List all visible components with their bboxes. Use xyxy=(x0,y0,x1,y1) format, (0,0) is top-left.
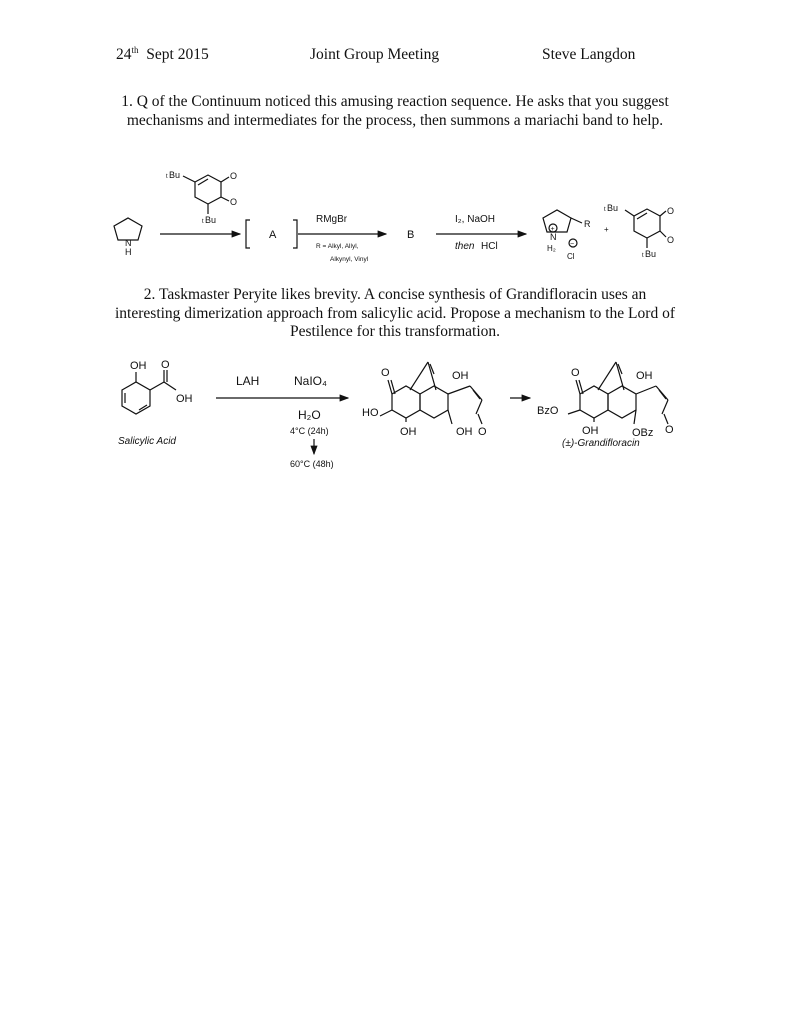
temperature-1: 4°C (24h) xyxy=(290,426,329,436)
reaction-scheme-1 xyxy=(0,160,791,280)
tbu-label-1: Bu xyxy=(169,170,181,180)
bracket-left xyxy=(246,220,250,248)
product-h2: H₂ xyxy=(547,244,556,253)
date-suffix: th xyxy=(131,44,139,55)
pyrrolidine-structure xyxy=(114,218,142,257)
intermediate-a: A xyxy=(269,229,277,241)
cl-minus-charge: − xyxy=(570,241,575,248)
product-cl: Cl xyxy=(567,252,575,261)
solvent-water: H₂O xyxy=(298,408,321,422)
quinone-product-structure xyxy=(604,203,674,259)
grandifloracin-structure xyxy=(537,362,674,449)
quinone-o1: O xyxy=(230,171,238,181)
dimer-oh-top: OH xyxy=(452,370,469,382)
product-r: R xyxy=(584,219,591,229)
plus-sign: + xyxy=(604,225,609,234)
tbu-label-3: Bu xyxy=(607,203,619,213)
question-2-text: 2. Taskmaster Peryite likes brevity. A concise synthesis of Grandifloracin uses an interesting dimerization approach from salicylic acid. Propose a mechanism to the Lord of Pestilence for this transformation. xyxy=(115,286,675,340)
reaction-scheme-2 xyxy=(0,350,791,480)
header-date xyxy=(116,46,209,64)
grignard-reagent: RMgBr xyxy=(316,214,348,225)
salicylic-acid-oh: OH xyxy=(176,393,193,405)
bracket-right xyxy=(293,220,297,248)
salicylic-oh: OH xyxy=(130,360,147,372)
page-header xyxy=(0,46,791,68)
tbu-t-4: t xyxy=(642,253,644,259)
n-plus-charge: + xyxy=(550,226,555,233)
pyrrolidine-n: N xyxy=(125,238,132,248)
dimer-oh-bottom-left: OH xyxy=(400,426,417,438)
quinone-product-o2: O xyxy=(667,235,675,245)
quinone-product-o1: O xyxy=(667,206,675,216)
reagent-iodine: I₂, NaOH xyxy=(455,214,495,225)
grandifloracin-label: (±)-Grandifloracin xyxy=(562,438,640,449)
grand-oh-top: OH xyxy=(636,370,653,382)
dimer-oh-bottom-right: OH xyxy=(456,426,473,438)
date-rest: Sept 2015 xyxy=(146,46,209,63)
grand-bzo: BzO xyxy=(537,405,559,417)
r-groups-2: Alkynyl, Vinyl xyxy=(330,256,369,263)
tbu-label-4: Bu xyxy=(645,249,657,259)
tbu-t-3: t xyxy=(604,207,606,213)
dimer-ketone-o: O xyxy=(381,367,390,379)
salicylic-o: O xyxy=(161,359,170,371)
quinone-reagent-structure xyxy=(166,170,237,225)
date-day: 24 xyxy=(116,46,132,63)
reagent-hcl: HCl xyxy=(481,241,498,252)
reagent-then: then xyxy=(455,241,475,252)
tbu-t-2: t xyxy=(202,219,204,225)
quinone-o2: O xyxy=(230,197,238,207)
dimer-ho: HO xyxy=(362,407,379,419)
grand-ketone-o: O xyxy=(571,367,580,379)
r-groups-1: R = Alkyl, Allyl, xyxy=(316,243,359,250)
pyrrolidine-h: H xyxy=(125,247,132,257)
tbu-label-2: Bu xyxy=(205,215,217,225)
pyrrolidinium-product xyxy=(543,210,591,261)
grand-obz: OBz xyxy=(632,427,654,439)
header-author: Steve Langdon xyxy=(542,46,636,63)
dimer-structure xyxy=(362,362,487,438)
reagent-naio4: NaIO₄ xyxy=(294,374,327,388)
header-meeting: Joint Group Meeting xyxy=(310,46,440,63)
grand-enone-o: O xyxy=(665,424,674,436)
dimer-enone-o: O xyxy=(478,426,487,438)
temperature-2: 60°C (48h) xyxy=(290,459,334,469)
salicylic-acid-structure xyxy=(118,359,193,447)
grand-oh-bottom: OH xyxy=(582,425,599,437)
salicylic-acid-label: Salicylic Acid xyxy=(118,436,176,447)
reagent-lah: LAH xyxy=(236,374,260,388)
intermediate-b: B xyxy=(407,229,415,241)
tbu-t-1: t xyxy=(166,174,168,180)
question-1-text: 1. Q of the Continuum noticed this amusing reaction sequence. He asks that you suggest mechanisms and intermediates for the process, then summons a mariachi band to help. xyxy=(121,93,669,129)
product-n: N xyxy=(550,232,557,242)
